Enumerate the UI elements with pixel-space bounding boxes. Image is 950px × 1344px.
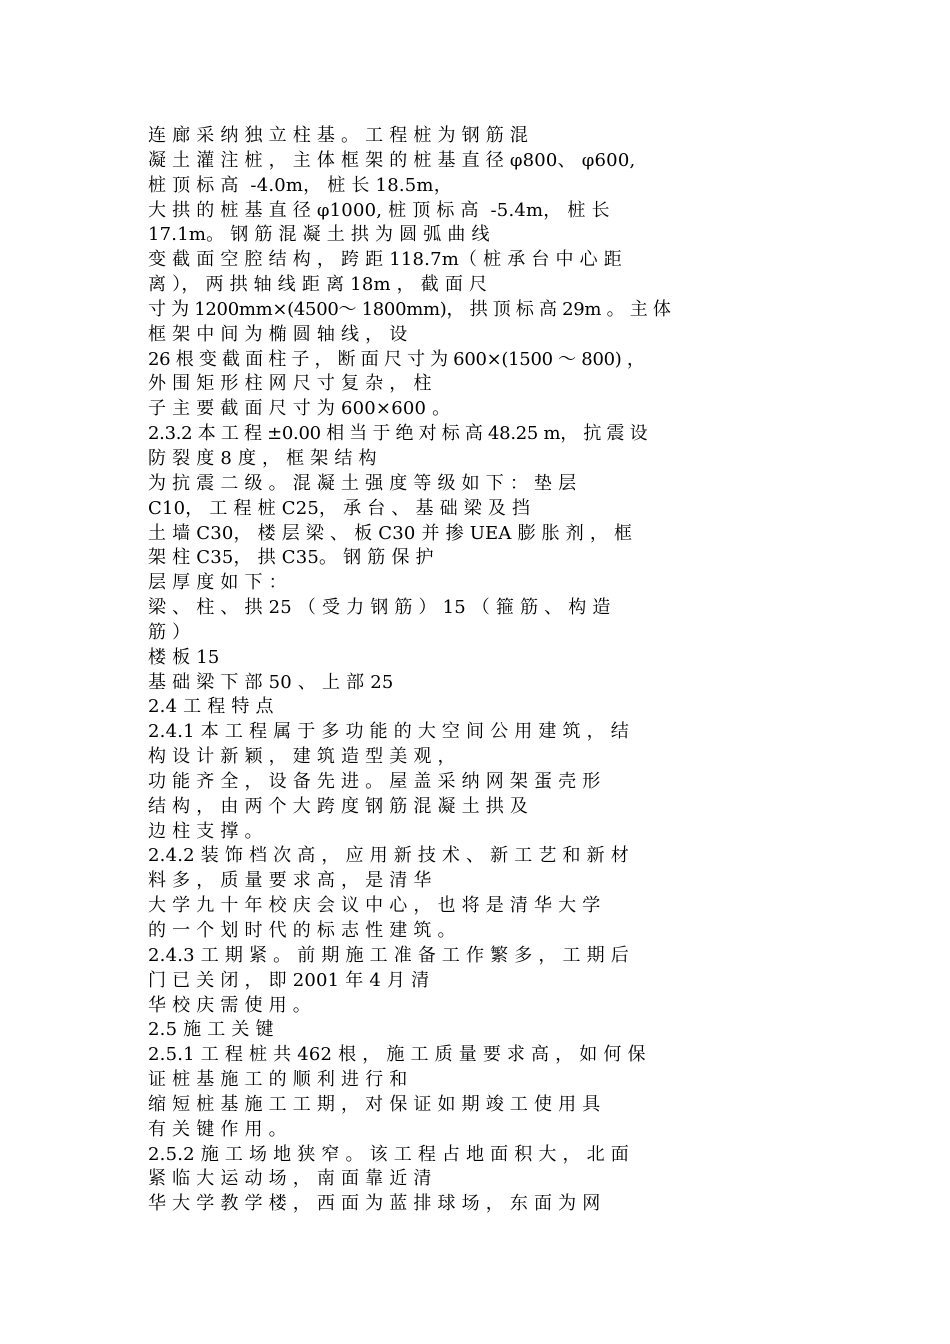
section-heading-line: 2.4.1 本 工 程 属 于 多 功 能 的 大 空 间 公 用 建 筑 ， 结 bbox=[148, 721, 629, 743]
document-body bbox=[148, 124, 793, 1217]
text-line: 缩 短 桩 基 施 工 工 期 ， 对 保 证 如 期 竣 工 使 用 具 bbox=[148, 1093, 601, 1115]
text-line: 17.1m。 钢 筋 混 凝 土 拱 为 圆 弧 曲 线 bbox=[148, 224, 490, 246]
text-line: 紧 临 大 运 动 场 ， 南 面 靠 近 清 bbox=[148, 1168, 432, 1190]
section-heading-line: 2.4.3 工 期 紧 。 前 期 施 工 准 备 工 作 繁 多 ， 工 期 后 bbox=[148, 944, 629, 966]
section-heading-line: 2.5.2 施 工 场 地 狭 窄 。 该 工 程 占 地 面 积 大 ， 北 面 bbox=[148, 1143, 629, 1165]
text-line: 证 桩 基 施 工 的 顺 利 进 行 和 bbox=[148, 1069, 408, 1091]
text-line: 层 厚 度 如 下 ： bbox=[148, 572, 287, 594]
text-line: 架 柱 C35， 拱 C35。 钢 筋 保 护 bbox=[148, 547, 434, 569]
text-line: 筋 ） bbox=[148, 621, 191, 643]
text-line: 门 已 关 闭 ， 即 2001 年 4 月 清 bbox=[148, 969, 430, 991]
section-heading-line: 2.3.2 本 工 程 ±0.00 相 当 于 绝 对 标 高 48.25 m， 抗 震 设 bbox=[148, 423, 648, 445]
text-line: 的 一 个 划 时 代 的 标 志 性 建 筑 。 bbox=[148, 920, 456, 941]
text-line: 功 能 齐 全 ， 设 备 先 进 。 屋 盖 采 纳 网 架 蛋 壳 形 bbox=[148, 770, 601, 792]
section-heading-line: 2.4 工 程 特 点 bbox=[148, 696, 274, 718]
text-line: 华 校 庆 需 使 用 。 bbox=[148, 994, 311, 1016]
text-line: 离 ）， 两 拱 轴 线 距 离 18m ， 截 面 尺 bbox=[148, 274, 488, 296]
text-line: 变 截 面 空 腔 结 构 ， 跨 距 118.7m（ 桩 承 台 中 心 距 bbox=[148, 249, 622, 271]
text-line: 外 围 矩 形 柱 网 尺 寸 复 杂 ， 柱 bbox=[148, 373, 432, 395]
text-line: C10， 工 程 桩 C25， 承 台 、 基 础 梁 及 挡 bbox=[148, 497, 531, 519]
text-line: 大 拱 的 桩 基 直 径 φ1000, 桩 顶 标 高 -5.4m， 桩 长 bbox=[148, 199, 610, 221]
section-heading-line: 2.5.1 工 程 桩 共 462 根 ， 施 工 质 量 要 求 高 ， 如 何 保 bbox=[148, 1044, 646, 1066]
text-line: 构 设 计 新 颖 ， 建 筑 造 型 美 观 ， bbox=[148, 746, 456, 768]
section-heading-line: 2.4.2 装 饰 档 次 高 ， 应 用 新 技 术 、 新 工 艺 和 新 材 bbox=[148, 845, 629, 867]
text-line: 为 抗 震 二 级 。 混 凝 土 强 度 等 级 如 下 ： 垫 层 bbox=[148, 472, 577, 494]
text-line: 结 构 ， 由 两 个 大 跨 度 钢 筋 混 凝 土 拱 及 bbox=[148, 795, 529, 817]
text-line: 土 墙 C30， 楼 层 梁 、 板 C30 并 掺 UEA 膨 胀 剂 ， 框 bbox=[148, 522, 633, 544]
text-line: 楼 板 15 bbox=[148, 646, 220, 668]
text-line: 华 大 学 教 学 楼 ， 西 面 为 蓝 排 球 场 ， 东 面 为 网 bbox=[148, 1193, 601, 1215]
text-line: 桩 顶 标 高 -4.0m， 桩 长 18.5m， bbox=[148, 174, 452, 196]
text-line: 凝 土 灌 注 桩 ， 主 体 框 架 的 桩 基 直 径 φ800、 φ600, bbox=[148, 149, 636, 171]
text-line: 连 廊 采 纳 独 立 柱 基 。 工 程 桩 为 钢 筋 混 bbox=[148, 125, 529, 146]
text-line: 26 根 变 截 面 柱 子 ， 断 面 尺 寸 为 600×(1500 ～ 800) ， bbox=[148, 348, 645, 370]
text-line: 寸 为 1200mm×(4500～ 1800mm)， 拱 顶 标 高 29m 。 主 体 bbox=[148, 298, 671, 320]
text-line: 料 多 ， 质 量 要 求 高 ， 是 清 华 bbox=[148, 870, 432, 892]
text-line: 框 架 中 间 为 椭 圆 轴 线 ， 设 bbox=[148, 323, 408, 345]
section-heading-line: 2.5 施 工 关 键 bbox=[148, 1019, 274, 1041]
text-line: 防 裂 度 8 度 ， 框 架 结 构 bbox=[148, 447, 377, 469]
text-line: 子 主 要 截 面 尺 寸 为 600×600 。 bbox=[148, 398, 451, 420]
text-line: 大 学 九 十 年 校 庆 会 议 中 心 ， 也 将 是 清 华 大 学 bbox=[148, 895, 601, 917]
text-line: 梁 、 柱 、 拱 25 （ 受 力 钢 筋 ） 15 （ 箍 筋 、 构 造 bbox=[148, 597, 611, 619]
text-line: 基 础 梁 下 部 50 、 上 部 25 bbox=[148, 671, 394, 693]
text-line: 有 关 键 作 用 。 bbox=[148, 1118, 287, 1140]
text-line: 边 柱 支 撑 。 bbox=[148, 820, 263, 842]
